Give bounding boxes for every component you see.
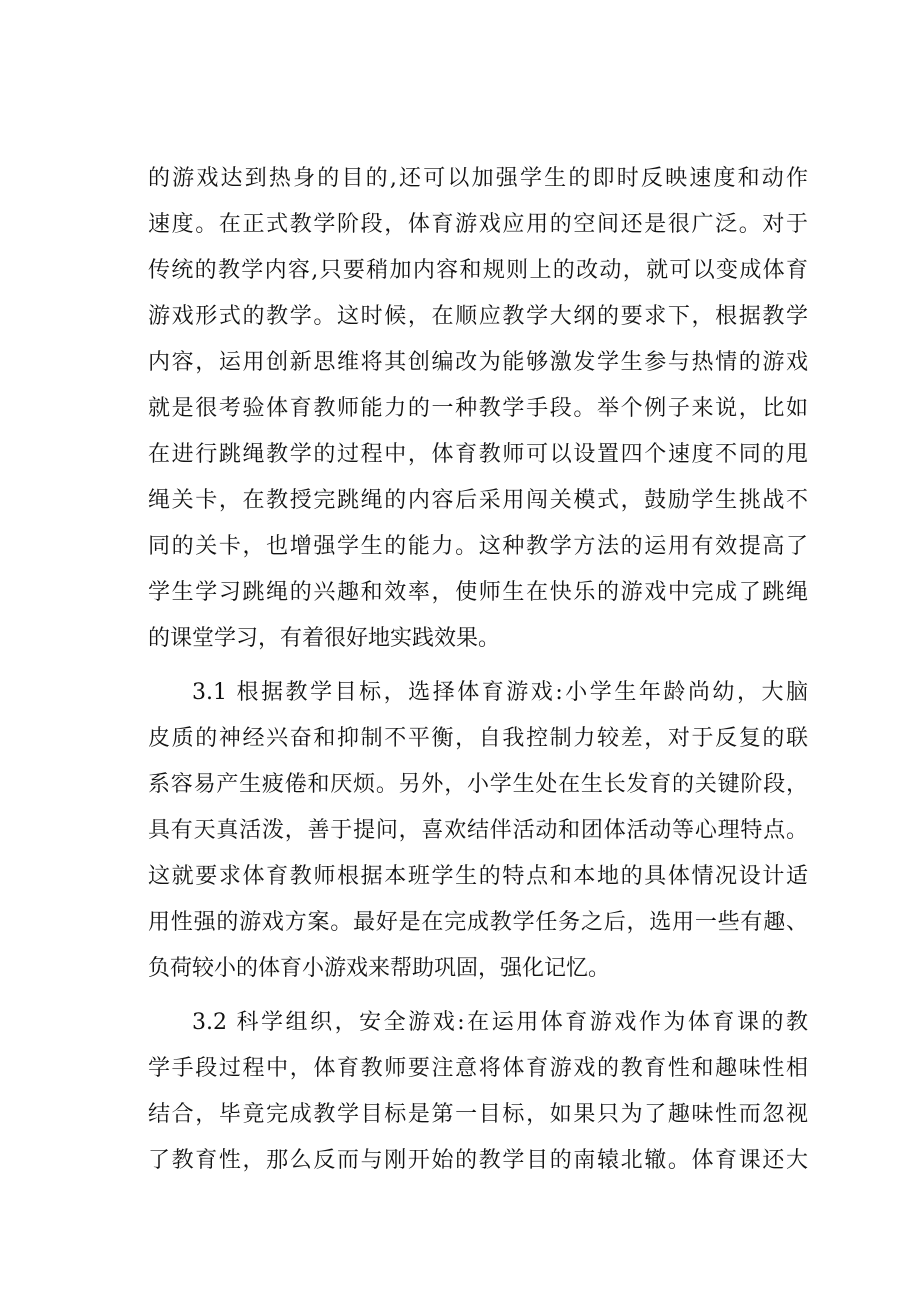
- text-line: 游戏形式的教学。这时候，在顺应教学大纲的要求下，根据教学: [148, 304, 808, 329]
- text-line: 皮质的神经兴奋和抑制不平衡，自我控制力较差，对于反复的联: [148, 726, 808, 751]
- text-line: 系容易产生疲倦和厌烦。另外，小学生处在生长发育的关键阶段，: [148, 772, 808, 797]
- text-line: 的课堂学习，有着很好地实践效果。: [148, 626, 501, 651]
- paragraph: [148, 156, 808, 662]
- text-line: 学手段过程中，体育教师要注意将体育游戏的教育性和趣味性相: [148, 1056, 808, 1081]
- text-line: 同的关卡，也增强学生的能力。这种教学方法的运用有效提高了: [148, 534, 808, 559]
- section-heading-line: 3.2 科学组织，安全游戏:在运用体育游戏作为体育课的教: [192, 1010, 808, 1035]
- body-text: [148, 156, 808, 1184]
- text-line: 学生学习跳绳的兴趣和效率，使师生在快乐的游戏中完成了跳绳: [148, 580, 808, 605]
- text-line: 了教育性，那么反而与刚开始的教学目的南辕北辙。体育课还大: [148, 1148, 808, 1173]
- text-line: 结合，毕竟完成教学目标是第一目标，如果只为了趣味性而忽视: [148, 1102, 808, 1127]
- text-line: 就是很考验体育教师能力的一种教学手段。举个例子来说，比如: [148, 396, 808, 421]
- text-line: 绳关卡，在教授完跳绳的内容后采用闯关模式，鼓励学生挑战不: [148, 488, 808, 513]
- text-line: 速度。在正式教学阶段，体育游戏应用的空间还是很广泛。对于: [148, 212, 808, 237]
- paragraph-gap: [148, 662, 808, 670]
- text-line: 这就要求体育教师根据本班学生的特点和本地的具体情况设计适: [148, 864, 808, 889]
- text-line: 具有天真活泼，善于提问，喜欢结伴活动和团体活动等心理特点。: [148, 818, 808, 843]
- text-line: 用性强的游戏方案。最好是在完成教学任务之后，选用一些有趣、: [148, 910, 808, 935]
- text-line: 内容，运用创新思维将其创编改为能够激发学生参与热情的游戏: [148, 350, 808, 375]
- section-heading-line: 3.1 根据教学目标，选择体育游戏:小学生年龄尚幼，大脑: [192, 680, 808, 705]
- paragraph-gap: [148, 992, 808, 1000]
- text-line: 负荷较小的体育小游戏来帮助巩固，强化记忆。: [148, 956, 611, 981]
- paragraph-section-3-2: [148, 1000, 808, 1184]
- text-line: 传统的教学内容,只要稍加内容和规则上的改动，就可以变成体育: [148, 258, 808, 283]
- text-line: 的游戏达到热身的目的,还可以加强学生的即时反映速度和动作: [148, 166, 808, 191]
- text-line: 在进行跳绳教学的过程中，体育教师可以设置四个速度不同的甩: [148, 442, 808, 467]
- paragraph-section-3-1: [148, 670, 808, 992]
